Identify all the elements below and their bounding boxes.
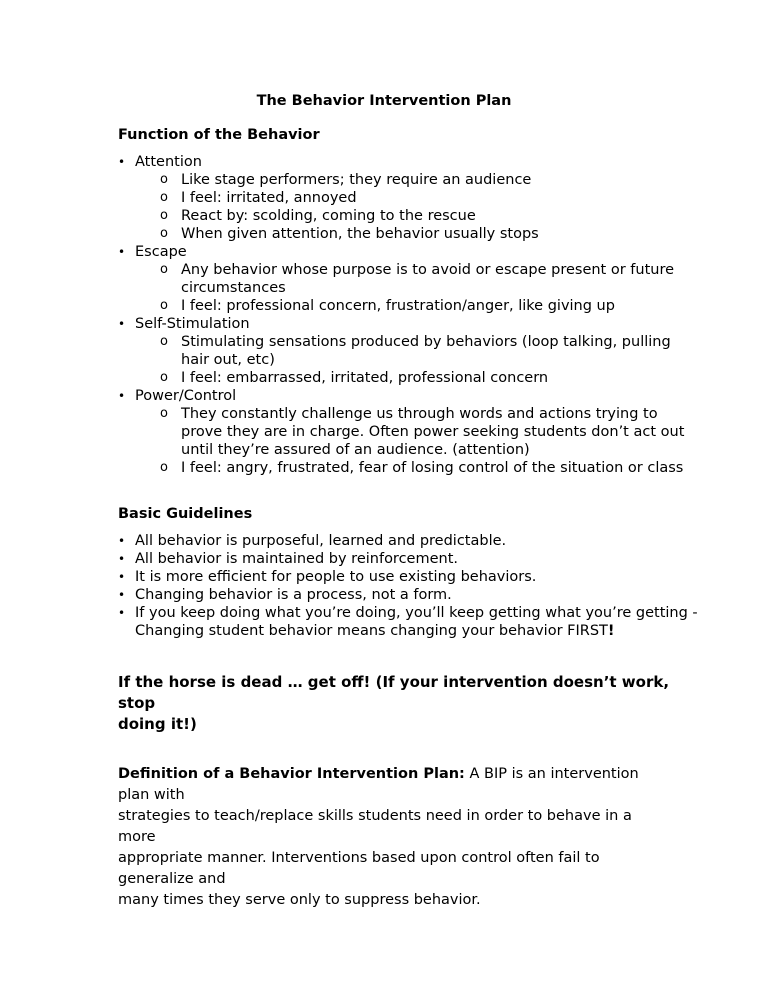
sub-bullet-icon: o [160,406,168,421]
guideline-item: If you keep doing what you’re doing, you’ll keep getting what you’re getting - [135,605,698,621]
sub-item: Stimulating sensations produced by behaviors (loop talking, pulling [181,334,671,350]
function-item-self-stimulation: Self-Stimulation [135,316,250,332]
bullet-icon: • [118,389,126,403]
sub-item: Like stage performers; they require an audience [181,172,532,188]
emphasis-statement [118,672,678,735]
sub-bullet-icon: o [160,190,168,205]
definition-text: A BIP is an intervention plan with [118,766,639,803]
sub-item-continuation: until they’re assured of an audience. (attention) [181,442,530,458]
sub-item-continuation: hair out, etc) [181,352,275,368]
sub-item: I feel: professional concern, frustration/anger, like giving up [181,298,615,314]
function-item-attention: Attention [135,154,202,170]
sub-item: I feel: embarrassed, irritated, professional concern [181,370,549,386]
sub-bullet-icon: o [160,262,168,277]
page-title: The Behavior Intervention Plan [256,93,512,109]
sub-item-continuation: prove they are in charge. Often power seeking students don’t act out [181,424,685,440]
guideline-item-continuation [135,622,615,640]
emphasis-line: doing it!) [118,715,197,733]
guideline-exclamation: ! [607,623,615,639]
sub-bullet-icon: o [160,172,168,187]
sub-item-continuation: circumstances [181,280,286,296]
bullet-icon: • [118,552,126,566]
bullet-icon: • [118,534,126,548]
sub-item: Any behavior whose purpose is to avoid or escape present or future [181,262,675,278]
sub-bullet-icon: o [160,334,168,349]
bullet-icon: • [118,606,126,620]
guidelines-heading: Basic Guidelines [118,506,253,522]
definition-line: many times they serve only to suppress behavior. [118,892,481,908]
function-heading: Function of the Behavior [118,127,320,143]
sub-item: I feel: angry, frustrated, fear of losing control of the situation or class [181,460,684,476]
emphasis-line: If the horse is dead … get off! (If your intervention doesn’t work, stop [118,673,670,712]
definition-label: Definition of a Behavior Intervention Plan: [118,766,465,782]
bullet-icon: • [118,570,126,584]
definition-line: appropriate manner. Interventions based upon control often fail to generalize and [118,850,600,887]
sub-item: When given attention, the behavior usually stops [181,226,539,242]
guideline-item: Changing behavior is a process, not a form. [135,587,452,603]
sub-item: They constantly challenge us through words and actions trying to [181,406,658,422]
definition-paragraph [118,764,658,911]
guideline-item: All behavior is maintained by reinforcement. [135,551,459,567]
function-item-power-control: Power/Control [135,388,237,404]
guideline-last-text: Changing student behavior means changing your behavior FIRST [135,623,608,639]
sub-bullet-icon: o [160,370,168,385]
function-item-escape: Escape [135,244,187,260]
guideline-item: It is more efficient for people to use existing behaviors. [135,569,537,585]
sub-bullet-icon: o [160,298,168,313]
bullet-icon: • [118,317,126,331]
bullet-icon: • [118,245,126,259]
definition-line [118,764,658,806]
sub-bullet-icon: o [160,226,168,241]
sub-item: React by: scolding, coming to the rescue [181,208,476,224]
guideline-item: All behavior is purposeful, learned and predictable. [135,533,507,549]
sub-bullet-icon: o [160,460,168,475]
definition-line: strategies to teach/replace skills students need in order to behave in a more [118,808,632,845]
bullet-icon: • [118,588,126,602]
sub-bullet-icon: o [160,208,168,223]
bullet-icon: • [118,155,126,169]
sub-item: I feel: irritated, annoyed [181,190,357,206]
